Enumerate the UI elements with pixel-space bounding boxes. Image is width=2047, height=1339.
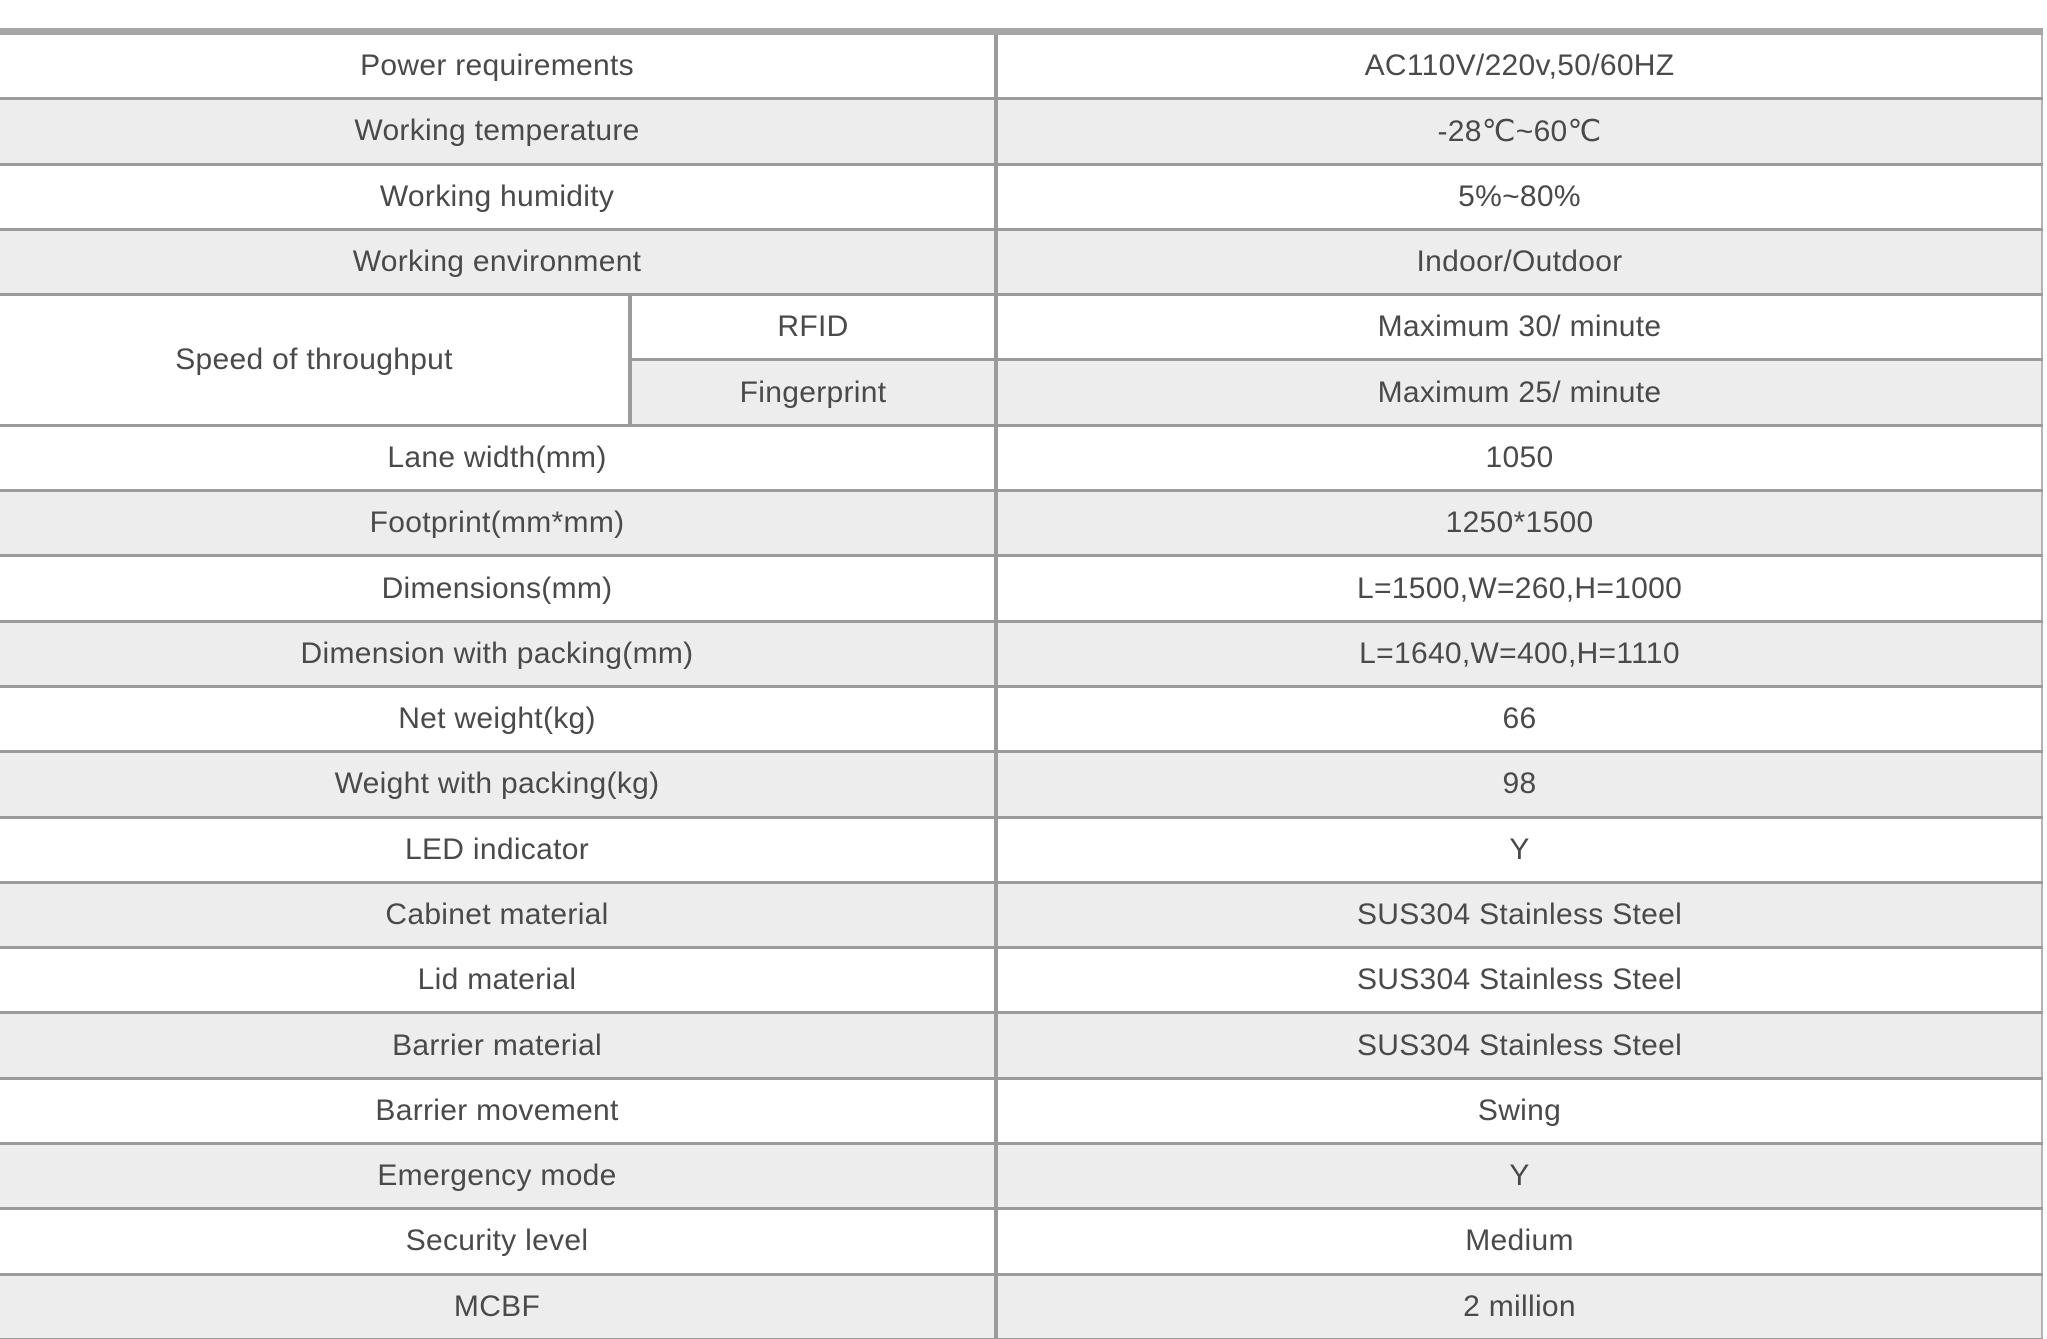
table-row — [0, 752, 2042, 817]
table-row — [0, 817, 2042, 882]
spec-label-cell: LED indicator — [0, 817, 996, 882]
spec-value-cell: 2 million — [996, 1274, 2042, 1339]
spec-value-cell: 66 — [996, 686, 2042, 751]
table-row — [0, 948, 2042, 1013]
spec-value-cell: L=1640,W=400,H=1110 — [996, 621, 2042, 686]
spec-label-cell: Emergency mode — [0, 1144, 996, 1209]
table-row — [0, 491, 2042, 556]
spec-value-cell: AC110V/220v,50/60HZ — [996, 32, 2042, 99]
spec-label-cell: Barrier material — [0, 1013, 996, 1078]
spec-sublabel-cell: RFID — [630, 295, 996, 360]
table-row — [0, 556, 2042, 621]
spec-group-cell: Speed of throughput — [0, 295, 630, 426]
spec-label-cell: Working temperature — [0, 99, 996, 164]
spec-value-cell: Swing — [996, 1078, 2042, 1143]
spec-label-cell: Footprint(mm*mm) — [0, 491, 996, 556]
table-row — [0, 882, 2042, 947]
table-row — [0, 425, 2042, 490]
spec-label-cell: Cabinet material — [0, 882, 996, 947]
spec-label-cell: Power requirements — [0, 32, 996, 99]
spec-label-cell: Dimensions(mm) — [0, 556, 996, 621]
spec-value-cell: SUS304 Stainless Steel — [996, 882, 2042, 947]
spec-sublabel-cell: Fingerprint — [630, 360, 996, 425]
spec-value-cell: 98 — [996, 752, 2042, 817]
table-row — [0, 32, 2042, 99]
spec-label-cell: Lane width(mm) — [0, 425, 996, 490]
spec-value-cell: SUS304 Stainless Steel — [996, 948, 2042, 1013]
table-row — [0, 229, 2042, 294]
spec-value-cell: -28℃~60℃ — [996, 99, 2042, 164]
table-row — [0, 1013, 2042, 1078]
table-row — [0, 295, 2042, 360]
table-row — [0, 1144, 2042, 1209]
spec-label-cell: Barrier movement — [0, 1078, 996, 1143]
spec-value-cell: Y — [996, 1144, 2042, 1209]
spec-value-cell: 1050 — [996, 425, 2042, 490]
spec-label-cell: MCBF — [0, 1274, 996, 1339]
spec-value-cell: L=1500,W=260,H=1000 — [996, 556, 2042, 621]
spec-value-cell: Medium — [996, 1209, 2042, 1274]
table-row — [0, 1274, 2042, 1339]
spec-value-cell: 5%~80% — [996, 164, 2042, 229]
table-row — [0, 99, 2042, 164]
spec-value-cell: Maximum 30/ minute — [996, 295, 2042, 360]
table-row — [0, 1209, 2042, 1274]
spec-value-cell: SUS304 Stainless Steel — [996, 1013, 2042, 1078]
spec-label-cell: Weight with packing(kg) — [0, 752, 996, 817]
table-row — [0, 621, 2042, 686]
table-row — [0, 686, 2042, 751]
table-row — [0, 164, 2042, 229]
spec-label-cell: Net weight(kg) — [0, 686, 996, 751]
spec-label-cell: Working humidity — [0, 164, 996, 229]
spec-value-cell: 1250*1500 — [996, 491, 2042, 556]
spec-label-cell: Dimension with packing(mm) — [0, 621, 996, 686]
spec-table — [0, 28, 2043, 1339]
spec-label-cell: Working environment — [0, 229, 996, 294]
spec-value-cell: Indoor/Outdoor — [996, 229, 2042, 294]
spec-label-cell: Lid material — [0, 948, 996, 1013]
table-row — [0, 1078, 2042, 1143]
spec-label-cell: Security level — [0, 1209, 996, 1274]
spec-value-cell: Y — [996, 817, 2042, 882]
spec-value-cell: Maximum 25/ minute — [996, 360, 2042, 425]
